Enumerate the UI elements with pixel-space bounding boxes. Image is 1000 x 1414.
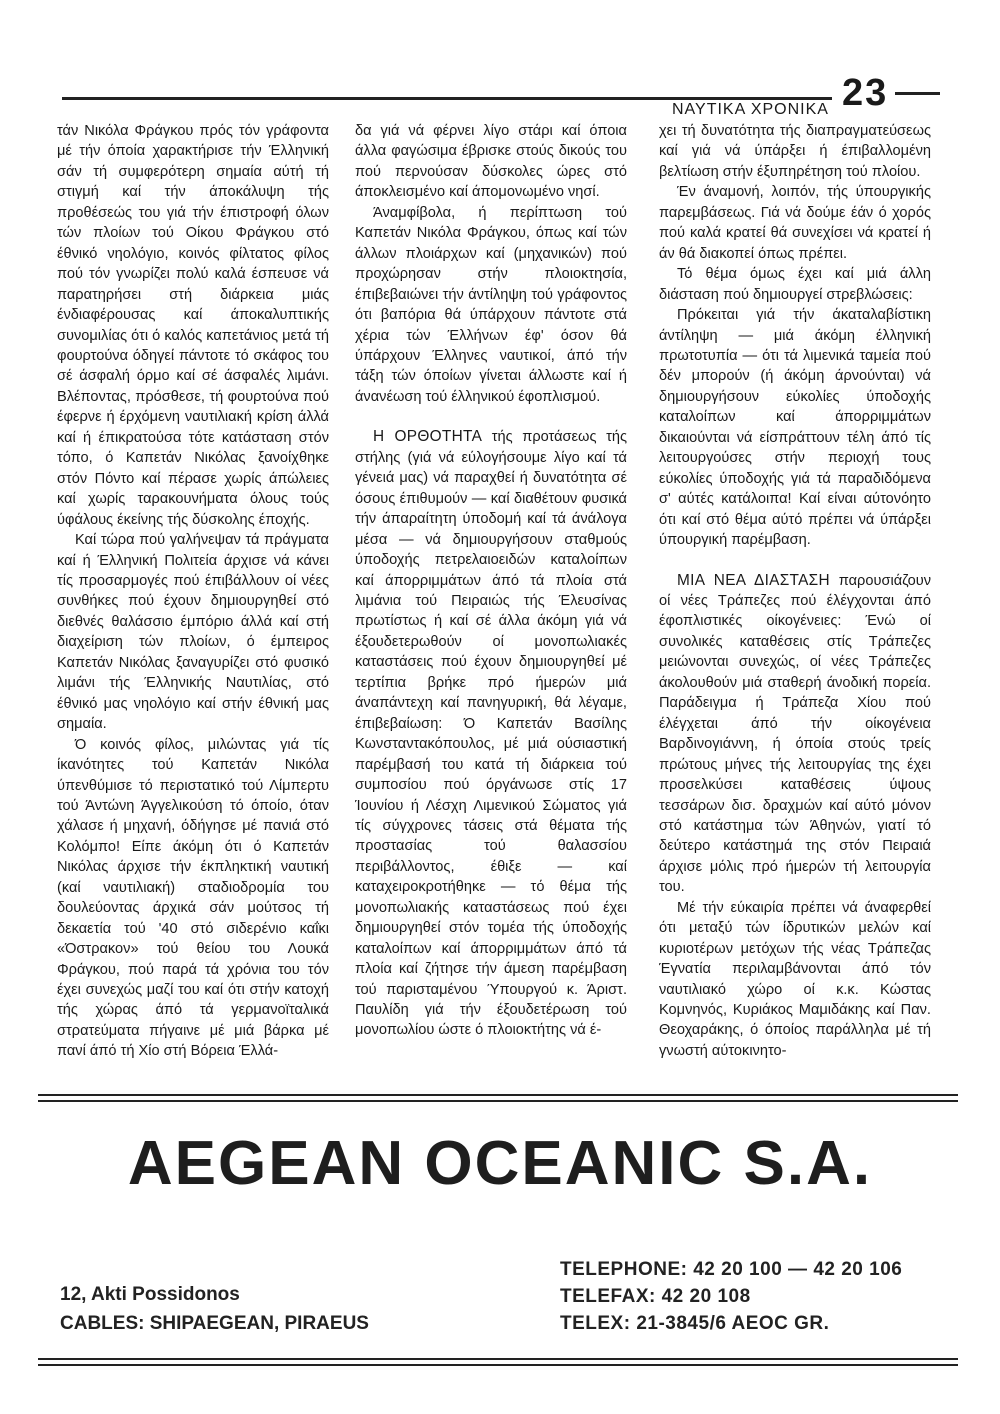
ad-cables: CABLES: SHIPAEGEAN, PIRAEUS: [60, 1313, 369, 1334]
paragraph: Πρόκειται γιά τήν άκαταλαβίστικη άντίληψη — μιά άκόμη έλληνική πρωτοτυπία — ότι τά λιμενικά ταμεία πού δέν μπορούν (ή άκόμη άρνούνται) νά δημιουργήσουν εύκολίες ύποδοχής καταλοίπων καί άπορριμμάτων δικαιούνται νά είσπράττουν τέλη άπό τίς λειτουργούσες στήν περιοχή τους εύκολίες ύποδοχής γιά τά παραδιδόμενα σ' αύτές κατάλοιπα! Καί είναι αύτονόητο ότι καί στό θέμα αύτό πρέπει νά ύπάρξει ύπουργική παρέμβαση.: [659, 307, 931, 549]
ad-address-block: [60, 1280, 369, 1338]
paragraph: τάν Νικόλα Φράγκου πρός τόν γράφοντα μέ τήν όποία χαρακτήρισε τήν Έλληνική σάν τή συμφερότερη σημαία αύτή τή στιγμή καί τήν άποκάλυψη τής προθέσεώς του γιά τήν έπιστροφή όλων τών πλοίων τού Οίκου Φράγκου στό έθνικό νηολόγιο, κοινός φίλτατος φίλος πού τόν γνωρίζει πολύ καλά έσπευσε νά παρατηρήσει στή διάρκεια μιάς ένδιαφέρουσας καί άποκαλυπτικής συνομιλίας ότι ό καλός καπετάνιος μετά τή φουρτούνα όδηγεί πάντοτε τό σκάφος του σέ άσφαλή όρμο καί σέ άσφαλές λιμάνι. Βλέποντας, πρόσθεσε, τή φουρτούνα πού έφερνε ή έρχόμενη ναυτιλιακή κρίση άλλά καί ή έπικρατούσα τότε κατάσταση στόν τόπο, ό Καπετάν Νικόλας ξανοίχθηκε στόν Πόντο καί πέρασε χωρίς άπώλειες καί χωρίς ταρακουνήματα όλους τούς ύφάλους έκείνης τής δύσκολης έποχής.: [57, 123, 329, 528]
paragraph: Μέ τήν εύκαιρία πρέπει νά άναφερθεί ότι μεταξύ τών ίδρυτικών μελών καί κυριοτέρων μετόχων τής νέας Τράπεζας Έγνατία περιλαμβάνονται άπό τόν ναυτιλιακό χώρο οί κ.κ. Κώστας Κομνηνός, Κυριάκος Μαμιδάκης καί Παν. Θεοχαράκης, ό όποίος παράλληλα μέ τή γνωστή αύτοκινητο-: [659, 899, 931, 1059]
paragraph: Άναμφίβολα, ή περίπτωση τού Καπετάν Νικόλα Φράγκου, όπως καί τών άλλων πλοιάρχων καί (μηχανικών) πού προχώρησαν στήν πλοιοκτησία, έπιβεβαιώνει τήν άντίληψη τού γράφοντος ότι βαπόρια θά ύπάρχουν πάντοτε στά χέρια τών Έλλήνων έφ' όσον θά ύπάρχουν Έλληνες ναυτικοί, άπό τήν τάξη τών όποίων γίνεται άλλωστε καί ή άνανέωση τού έλληνικού έφοπλισμού.: [355, 204, 627, 405]
ad-contact-block: [560, 1256, 902, 1337]
paragraph: Τό θέμα όμως έχει καί μιά άλλη διάσταση πού δημιουργεί στρεβλώσεις:: [659, 266, 931, 303]
paragraph: χει τή δυνατότητα τής διαπραγματεύσεως καί γιά νά ύπάρξει ή έπιβαλλομένη βελτίωση στήν έξυπηρέτηση τού πλοίου.: [659, 123, 931, 180]
article-column-1: [57, 121, 329, 1083]
lead-text: παρουσιάζουν οί νέες Τράπεζες πού έλέγχονται άπό έφοπλιστικές οίκογένειες: Ένώ οί συνολικές καταθέσεις στίς Τράπεζες μειώνονται συνεχώς, οί νέες Τράπεζες άκολουθούν μιά σταθερή άνοδική πορεία. Παράδειγμα ή Τράπεζα Χίου πού έλέγχεται άπό τήν οίκογένεια Βαρδινογιάννη, ή όποία στούς τρείς πρώτους μήνες τής λειτουργίας της έχει προσελκύσει καταθέσεις ύψους τεσσάρων δισ. δραχμών καί αύτό μόνον στό κατάστημα τών Άθηνών, γιατί τό δεύτερο κατάστημά της στόν Πειραιά άρχισε μόλις πρό ήμερών τή λειτουργία του.: [659, 572, 931, 896]
page-number: 23: [842, 72, 889, 114]
lead-paragraph: [355, 427, 627, 1041]
paragraph: δα γιά νά φέρνει λίγο στάρι καί όποια άλλα φαγώσιμα έβρισκε στούς δικούς του πού περνούσαν δύσκολες ώρες στό άποκλεισμένο καί άπομονωμένο νησί.: [355, 123, 627, 201]
lead-text: τής προτάσεως τής στήλης (γιά νά εύλογήσουμε λίγο καί τά γένειά μας) νά παραχθεί ή δυνατότητα σέ όσους έπιθυμούν — καί διαθέτουν φυσικά τήν άπαραίτητη ύποδομή καί τά άνάλογα μέσα — νά δημιουργήσουν σταθμούς ύποδοχής πετρελαιοειδών καταλοίπων καί άπορριμμάτων άπό τά πλοία στά λιμάνια τού Πειραιώς τής Έλευσίνας πρωτίστως ή καί σέ άλλα άκόμη γιά νά έξουδετερωθούν οί μονοπωλιακές καταστάσεις πού έχουν δημιουργηθεί μέ τερτίπια βρήκε πρό ήμερών μιά άναπάντεχη καί πανηγυρική, θά λέγαμε, έπιβεβαίωση: Ό Καπετάν Βασίλης Κωνσταντακόπουλος, μέ μιά ούσιαστική παρέμβασή του κατά τή διάρκεια τού συμποσίου πού όργάνωσε στίς 17 Ίουνίου ή Λέσχη Λιμενικού Σώματος γιά τίς σύγχρονες τάσεις στά θέματα τής προστασίας τού θαλασσίου περιβάλλοντος, έθιξε — καί καταχειροκροτήθηκε — τό θέμα τής μονοπωλιακής καταστάσεως πού έχει δημιουργηθεί στόν τομέα τής ύποδοχής καταλοίπων καί άπορριμμάτων άπό τά πλοία καί ζήτησε τήν άμεση παρέμβαση τού παρισταμένου Ύπουργού κ. Άριστ. Παυλίδη γιά τήν έξουδετέρωση τού μονοπωλίου ώστε ό πλοιοκτήτης νά έ-: [355, 429, 627, 1039]
paragraph: Έν άναμονή, λοιπόν, τής ύπουργικής παρεμβάσεως. Γιά νά δούμε έάν ό χορός πού καλά κρατεί θά συνεχίσει νά κρατεί ή άν θά διακοπεί όπως πρέπει.: [659, 184, 931, 262]
article-column-3: [659, 121, 931, 1083]
section-lead: ΜΙΑ ΝΕΑ ΔΙΑΣΤΑΣΗ: [677, 571, 830, 589]
ad-bottom-rule: [38, 1358, 958, 1360]
article-column-2: [355, 121, 627, 1083]
header-rule-left: [62, 97, 832, 100]
section-lead: Η ΟΡΘΟΤΗΤΑ: [373, 428, 483, 446]
ad-telefax: TELEFAX: 42 20 108: [560, 1286, 751, 1307]
paragraph: Ό κοινός φίλος, μιλώντας γιά τίς ίκανότητες τού Καπετάν Νικόλα ύπενθύμισε τό περιστατικό τού Λίμπερτυ τού Άντώνη Άγγελικούση τό όποίο, όταν χάλασε ή μηχανή, όδήγησε μέ πανιά στό Κολόμπο! Είπε άκόμη ότι ό Καπετάν Νικόλας άρχισε τήν έκπληκτική ναυτική (καί ναυτιλιακή) σταδιοδρομία του δουλεύοντας άρχικά σάν μούτσος τή δεκαετία τού '40 στό σιδερένιο καΐκι «Όστρακον» τού θείου του Λουκά Φράγκου, πού παρά τά χρόνια του τόν έχει συνεχώς μαζί του καί ότι στήν κατοχή τής χώρας άπό τά γερμανοϊταλικά στρατεύματα πήγαινε μέ μιά βάρκα μέ πανί άπό τή Χίο στή Βόρεια Έλλά-: [57, 736, 329, 1060]
ad-telex: TELEX: 21-3845/6 AEOC GR.: [560, 1313, 830, 1334]
running-head: ΝΑΥΤΙΚΑ ΧΡΟΝΙΚΑ: [672, 101, 829, 118]
ad-top-rule: [38, 1094, 958, 1096]
lead-paragraph: [659, 571, 931, 898]
ad-address: 12, Akti Possidonos: [60, 1284, 240, 1305]
ad-telephone: TELEPHONE: 42 20 100 — 42 20 106: [560, 1259, 903, 1280]
header-rule-right: [895, 92, 940, 95]
paragraph: Καί τώρα πού γαλήνεψαν τά πράγματα καί ή Έλληνική Πολιτεία άρχισε νά κάνει τίς προσαρμογές πού έπιβάλλουν οί νέες συνθήκες πού έχουν δημιουργηθεί στό διεθνές θαλάσσιο έμπόριο άλλά καί στή διαχείριση τών πλοίων, ό έμπειρος Καπετάν Νικόλας ξαναγυρίζει στό φυσικό λιμάνι τής Έλληνικής Ναυτιλίας, στό έθνικό μας νηολόγιο καί στήν έθνική μας σημαία.: [57, 532, 329, 733]
ad-company-name: AEGEAN OCEANIC S.A.: [127, 1129, 873, 1198]
